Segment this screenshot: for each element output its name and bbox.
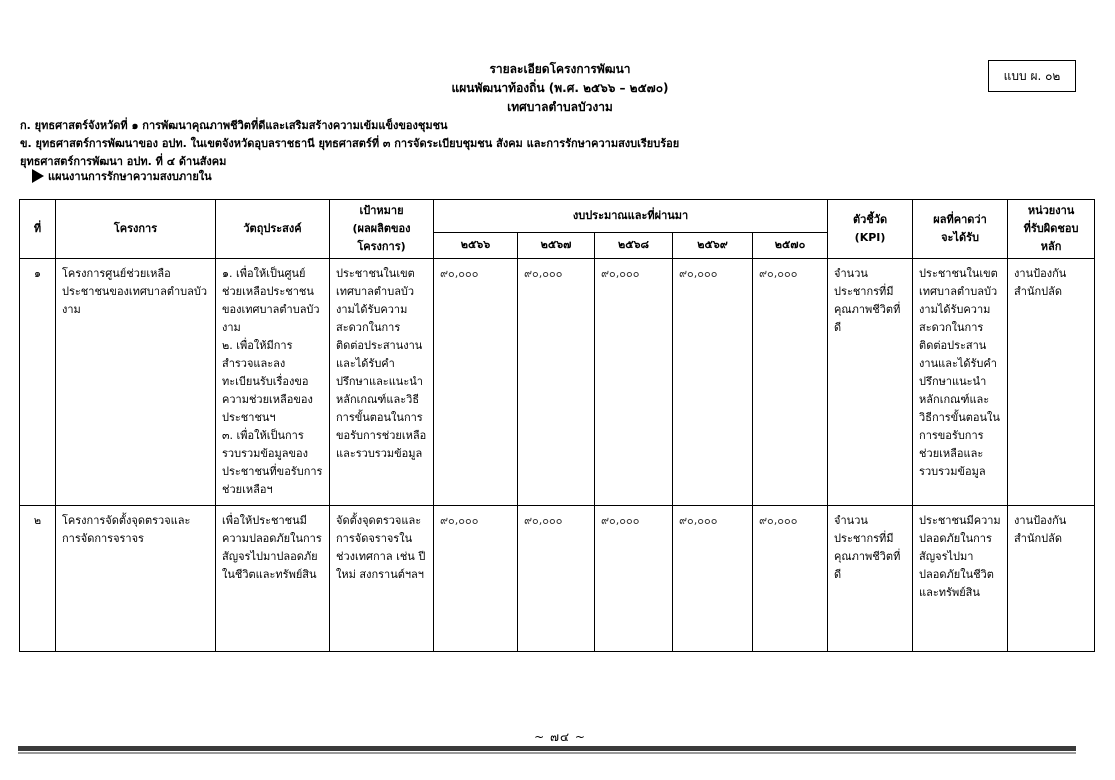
- row-budget: ๙๐,๐๐๐: [673, 506, 753, 652]
- document-title: [380, 60, 740, 117]
- header-year: ๒๕๖๙: [673, 232, 753, 258]
- header-no: ที่: [20, 200, 56, 259]
- header-target: เป้าหมาย (ผลผลิตของ โครงการ): [330, 200, 434, 259]
- form-code: แบบ ผ. ๐๒: [1003, 68, 1061, 83]
- header-year: ๒๕๖๖: [434, 232, 518, 258]
- row-unit: งานป้องกันสำนักปลัด: [1008, 506, 1095, 652]
- title-line-2: แผนพัฒนาท้องถิ่น (พ.ศ. ๒๕๖๖ – ๒๕๗๐): [451, 81, 669, 95]
- footer-rule-shadow: [18, 752, 1076, 754]
- row-budget: ๙๐,๐๐๐: [434, 506, 518, 652]
- row-budget: ๙๐,๐๐๐: [434, 259, 518, 506]
- header-kpi: ตัวชี้วัด (KPI): [828, 200, 913, 259]
- row-kpi: จำนวนประชากรที่มีคุณภาพชีวิตที่ดี: [828, 259, 913, 506]
- footer-rule: [18, 746, 1076, 751]
- header-year: ๒๕๗๐: [753, 232, 828, 258]
- row-budget: ๙๐,๐๐๐: [518, 259, 595, 506]
- strategy-development: ยุทธศาสตร์การพัฒนา อปท. ที่ ๔ ด้านสังคม: [20, 155, 227, 168]
- row-target: จัดตั้งจุดตรวจและการจัดจราจรในช่วงเทศกาล เช่น ปีใหม่ สงกรานต์ฯลฯ: [330, 506, 434, 652]
- header-expected: ผลที่คาดว่า จะได้รับ: [913, 200, 1008, 259]
- title-line-1: รายละเอียดโครงการพัฒนา: [489, 62, 631, 76]
- row-expected: ประชาชนมีความปลอดภัยในการสัญจรไปมาปลอดภัยในชีวิตและทรัพย์สิน: [913, 506, 1008, 652]
- header-objective: วัตถุประสงค์: [216, 200, 330, 259]
- row-no: ๒: [20, 506, 56, 652]
- header-year: ๒๕๖๗: [518, 232, 595, 258]
- header-budget: งบประมาณและที่ผ่านมา: [434, 200, 828, 233]
- arrow-bullet-icon: [32, 169, 44, 183]
- row-unit: งานป้องกันสำนักปลัด: [1008, 259, 1095, 506]
- row-objective: เพื่อให้ประชาชนมีความปลอดภัยในการสัญจรไปมาปลอดภัยในชีวิตและทรัพย์สิน: [216, 506, 330, 652]
- table-row: [20, 259, 1095, 506]
- row-project: โครงการศูนย์ช่วยเหลือประชาชนของเทศบาลตำบลบัวงาม: [56, 259, 216, 506]
- plan-heading: [32, 167, 212, 185]
- row-expected: ประชาชนในเขตเทศบาลตำบลบัวงามได้รับความสะดวกในการติดต่อประสานงานและได้รับคำปรึกษาแนะนำหลักเกณฑ์และวิธีการขั้นตอนในการขอรับการช่วยเหลือและรวบรวมข้อมูล: [913, 259, 1008, 506]
- strategy-local: ข. ยุทธศาสตร์การพัฒนาของ อปท. ในเขตจังหวัดอุบลราชธานี ยุทธศาสตร์ที่ ๓ การจัดระเบียบชุมชน สังคม และการรักษาความสงบเรียบร้อย: [20, 137, 680, 150]
- row-budget: ๙๐,๐๐๐: [518, 506, 595, 652]
- row-project: โครงการจัดตั้งจุดตรวจและการจัดการจราจร: [56, 506, 216, 652]
- row-no: ๑: [20, 259, 56, 506]
- header-year: ๒๕๖๘: [595, 232, 673, 258]
- table-row: [20, 506, 1095, 652]
- row-budget: ๙๐,๐๐๐: [673, 259, 753, 506]
- header-unit: หน่วยงาน ที่รับผิดชอบ หลัก: [1008, 200, 1095, 259]
- row-objective: ๑. เพื่อให้เป็นศูนย์ช่วยเหลือประชาชนของเทศบาลตำบลบัวงาม ๒. เพื่อให้มีการสำรวจและลงทะเบียนรับเรื่องขอความช่วยเหลือของประชาชนฯ ๓. เพื่อให้เป็นการรวบรวมข้อมูลของประชาชนที่ขอรับการช่วยเหลือฯ: [216, 259, 330, 506]
- row-target: ประชาชนในเขตเทศบาลตำบลบัวงามได้รับความสะดวกในการติดต่อประสานงานและได้รับคำปรึกษาและแนะนำหลักเกณฑ์และวิธีการขั้นตอนในการขอรับการช่วยเหลือและรวบรวมข้อมูล: [330, 259, 434, 506]
- row-kpi: จำนวนประชากรที่มีคุณภาพชีวิตที่ดี: [828, 506, 913, 652]
- row-budget: ๙๐,๐๐๐: [595, 259, 673, 506]
- plan-label: แผนงานการรักษาความสงบภายใน: [48, 170, 212, 183]
- row-budget: ๙๐,๐๐๐: [753, 259, 828, 506]
- project-table: [19, 199, 1095, 652]
- header-project: โครงการ: [56, 200, 216, 259]
- row-budget: ๙๐,๐๐๐: [595, 506, 673, 652]
- form-code-box: [988, 60, 1076, 92]
- row-budget: ๙๐,๐๐๐: [753, 506, 828, 652]
- strategy-province: ก. ยุทธศาสตร์จังหวัดที่ ๑ การพัฒนาคุณภาพชีวิตที่ดีและเสริมสร้างความเข้มแข็งของชุมชน: [20, 119, 448, 132]
- title-line-3: เทศบาลตำบลบัวงาม: [507, 100, 613, 114]
- page-number: ~ ๗๔ ~: [534, 730, 586, 744]
